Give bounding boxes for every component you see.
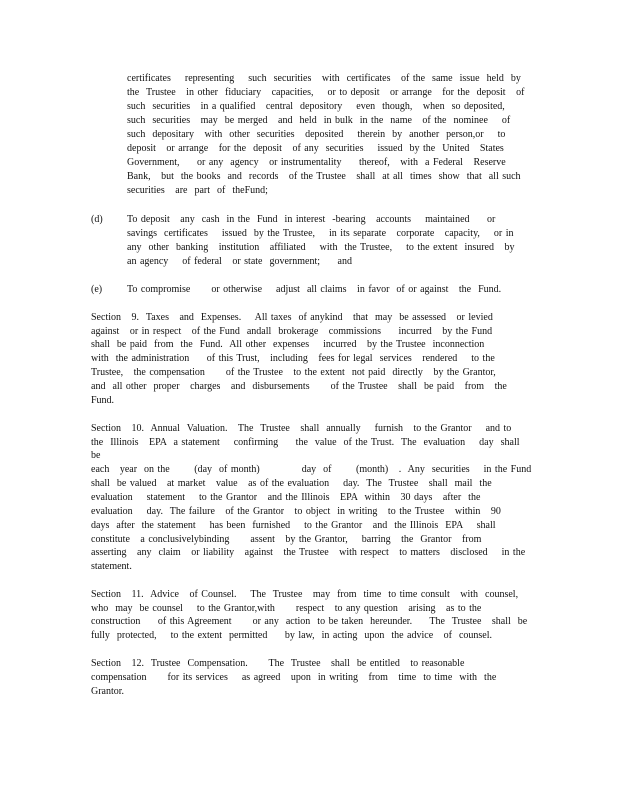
paragraph-line: an agency of federal or state government; and <box>127 256 352 267</box>
paragraph-line: compensation for its services as agreed upon in writing from time to time with the <box>91 672 497 683</box>
paragraph-line: with the administration of this Trust, including fees for legal services rendered to the <box>91 353 495 364</box>
paragraph-line: Bank, but the books and records of the Trustee shall at all times show that all such <box>127 171 521 182</box>
paragraph-line: shall be paid from the Fund. All other expenses incurred by the Trustee inconnection <box>91 339 485 350</box>
paragraph-line: such depositary with other securities deposited therein by another person,or to <box>127 129 506 140</box>
paragraph-line: statement. <box>91 561 132 572</box>
paragraph-line: asserting any claim or liability against the Trustee with respect to matters disclosed in the <box>91 547 526 558</box>
paragraph-line: To compromise or otherwise adjust all claims in favor of or against the Fund. <box>127 284 502 295</box>
paragraph-line: and all other proper charges and disbursements of the Trustee shall be paid from the <box>91 381 507 392</box>
item-label: (e) <box>91 284 103 295</box>
paragraph-line: Section 9. Taxes and Expenses. All taxes of anykind that may be assessed or levied <box>91 312 493 323</box>
paragraph-line: the Illinois EPA a statement confirming the value of the Trust. The evaluation day shall <box>91 437 520 448</box>
paragraph-line: Trustee, the compensation of the Trustee to the extent not paid directly by the Grantor, <box>91 367 496 378</box>
paragraph-line: evaluation day. The failure of the Grantor to object in writing to the Trustee within 90 <box>91 506 501 517</box>
paragraph-line: Section 11. Advice of Counsel. The Trustee may from time to time consult with counsel, <box>91 589 519 600</box>
paragraph-line: Grantor. <box>91 686 125 697</box>
paragraph-line: who may be counsel to the Grantor,with respect to any question arising as to the <box>91 603 482 614</box>
paragraph-line: any other banking institution affiliated with the Trustee, to the extent insured by <box>127 242 515 253</box>
paragraph-line: Government, or any agency or instrumentality thereof, with a Federal Reserve <box>127 157 506 168</box>
paragraph-line: be <box>91 450 101 461</box>
paragraph-line: To deposit any cash in the Fund in interest -bearing accounts maintained or <box>127 214 496 225</box>
paragraph-line: certificates representing such securities with certificates of the same issue held by <box>127 73 521 84</box>
paragraph-line: shall be valued at market value as of the evaluation day. The Trustee shall mail the <box>91 478 492 489</box>
paragraph-line: days after the statement has been furnished to the Grantor and the Illinois EPA shall <box>91 520 496 531</box>
item-label: (d) <box>91 214 103 225</box>
paragraph-line: such securities in a qualified central depository even though, when so deposited, <box>127 101 505 112</box>
paragraph-line: each year on the (day of month) day of (month) . Any securities in the Fund <box>91 464 532 475</box>
paragraph-line: securities are part of theFund; <box>127 185 268 196</box>
paragraph-line: deposit or arrange for the deposit of any securities issued by the United States <box>127 143 504 154</box>
paragraph-line: constitute a conclusivelybinding assent by the Grantor, barring the Grantor from <box>91 534 482 545</box>
paragraph-line: Fund. <box>91 395 115 406</box>
paragraph-line: the Trustee in other fiduciary capacities, or to deposit or arrange for the deposit of <box>127 87 525 98</box>
paragraph-line: construction of this Agreement or any action to be taken hereunder. The Trustee shall be <box>91 616 528 627</box>
paragraph-line: savings certificates issued by the Trustee, in its separate corporate capacity, or in <box>127 228 514 239</box>
paragraph-line: evaluation statement to the Grantor and the Illinois EPA within 30 days after the <box>91 492 481 503</box>
paragraph-line: Section 10. Annual Valuation. The Trustee shall annually furnish to the Grantor and to <box>91 423 512 434</box>
paragraph-line: such securities may be merged and held in bulk in the name of the nominee of <box>127 115 511 126</box>
paragraph-line: Section 12. Trustee Compensation. The Trustee shall be entitled to reasonable <box>91 658 465 669</box>
paragraph-line: against or in respect of the Fund andall brokerage commissions incurred by the Fund <box>91 326 493 337</box>
paragraph-line: fully protected, to the extent permitted by law, in acting upon the advice of counsel. <box>91 630 493 641</box>
